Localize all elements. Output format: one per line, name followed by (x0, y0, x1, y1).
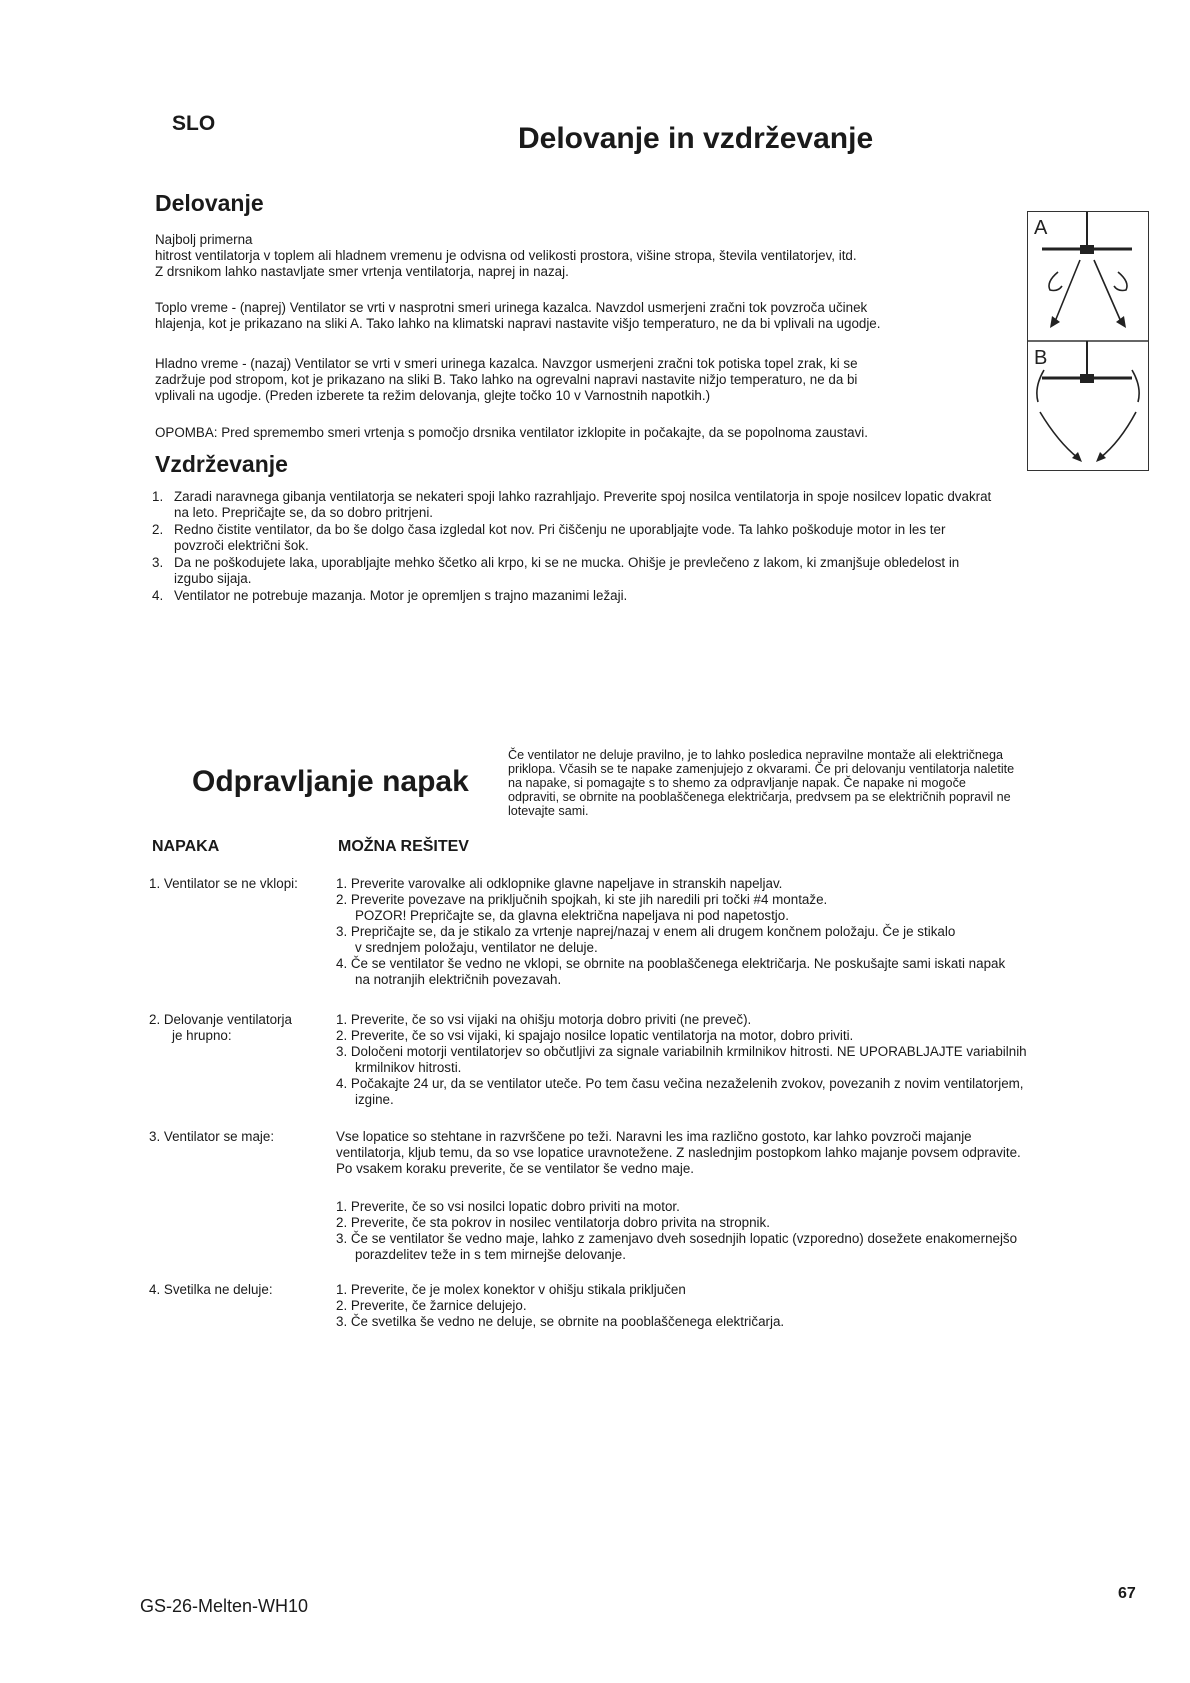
solution-block: 1. Preverite, če je molex konektor v ohišju stikala priključen 2. Preverite, če žarnice delujejo. 3. Če svetilka še vedno ne deluje, se obrnite na pooblaščenega električarja. (336, 1282, 785, 1329)
maintenance-list (152, 489, 991, 605)
fan-airflow-illustration (1028, 212, 1148, 470)
solution-block: 1. Preverite, če so vsi vijaki na ohišju motorja dobro priviti (ne preveč). 2. Preverite, če so vsi vijaki, ki spajajo nosilce lopatic ventilatorja na motor, dobro priviti. 3. Določeni motorji ventilatorjev so občutljivi za signale variabilnih krmilnikov hitrosti. NE UPORABLJAJTE variabilnih krmilnikov hitrosti. 4. Počakajte 24 ur, da se ventilator uteče. Po tem času večina nezaželenih zvokov, povezanih z novim ventilatorjem, izgine. (336, 1012, 1027, 1107)
operation-note: OPOMBA: Pred spremembo smeri vrtenja s pomočjo drsnika ventilator izklopite in počakajte, da se popolnoma zaustavi. (155, 425, 869, 440)
diagram-label-a: A (1034, 217, 1048, 239)
language-code: SLO (172, 112, 216, 135)
operation-paragraph-1: Najbolj primerna hitrost ventilatorja v toplem ali hladnem vremenu je odvisna od velikosti prostora, višine stropa, števila ventilatorjev, itd. Z drsnikom lahko nastavljate smer vrtenja ventilatorja, naprej in nazaj. (155, 232, 857, 279)
diagram-label-b: B (1034, 347, 1048, 369)
fault-label: 4. Svetilka ne deluje: (149, 1282, 273, 1297)
page-title: Delovanje in vzdrževanje (518, 122, 874, 155)
maintenance-heading: Vzdrževanje (155, 451, 288, 477)
operation-heading: Delovanje (155, 190, 264, 216)
list-item: 4. Ventilator ne potrebuje mazanja. Motor je opremljen s trajno mazanimi ležaji. (152, 588, 628, 603)
operation-paragraph-2: Toplo vreme - (naprej) Ventilator se vrti v nasprotni smeri urinega kazalca. Navzdol usmerjeni zračni tok povzroča učinek hlajenja, kot je prikazano na sliki A. Tako lahko na klimatski napravi nastavite višjo temperaturo, ne da bi vplivali na ugodje. (155, 300, 881, 331)
operation-paragraph-3: Hladno vreme - (nazaj) Ventilator se vrti v smeri urinega kazalca. Navzgor usmerjeni zračni tok potiska topel zrak, ki se zadržuje pod stropom, kot je prikazano na sliki B. Tako lahko na ogrevalni napravi nastavite nižjo temperaturo, ne da bi vplivali na ugodje. (Preden izberete ta režim delovanja, glejte točko 10 v Varnostnih napotkih.) (155, 356, 858, 403)
solution-block: 1. Preverite varovalke ali odklopnike glavne napeljave in stranskih napeljav. 2. Preverite povezave na priključnih spojkah, ki ste jih naredili pri točki #4 montaže. POZOR! Prepričajte se, da glavna električna napeljava ni pod napetostjo. 3. Prepričajte se, da je stikalo za vrtenje naprej/nazaj v enem ali drugem končnem položaju. Če je stikalo v srednjem položaju, ventilator ne deluje. 4. Če se ventilator še vedno ne vklopi, se obrnite na pooblaščenega električarja. Ne poskušajte sami iskati napak na notranjih električnih povezavah. (336, 876, 1006, 987)
list-item: 3. Da ne poškodujete laka, uporabljajte mehko ščetko ali krpo, ki se ne mucka. Ohišje je prevlečeno z lakom, ki zmanjšuje obledelost in izgubo sijaja. (152, 555, 960, 586)
troubleshooting-title: Odpravljanje napak (192, 765, 469, 798)
fault-label: 1. Ventilator se ne vklopi: (149, 876, 298, 891)
solution-block: 1. Preverite, če so vsi nosilci lopatic dobro priviti na motor. 2. Preverite, če sta pokrov in nosilec ventilatorja dobro privita na stropnik. 3. Če se ventilator še vedno maje, lahko z zamenjavo dveh sosednjih lopatic (vzporedno) dosežete enakomernejšo porazdelitev teže in s tem mirnejše delovanje. (336, 1199, 1018, 1262)
solution-block: Vse lopatice so stehtane in razvrščene po teži. Naravni les ima različno gostoto, kar lahko povzroči majanje ventilatorja, kljub temu, da so vse lopatice uravnotežene. Z naslednjim postopkom lahko majanje povsem odpravite. Po vsakem koraku preverite, če se ventilator še vedno maje. (336, 1129, 1021, 1176)
column-header-fault: NAPAKA (152, 838, 220, 855)
fault-label: 3. Ventilator se maje: (149, 1129, 275, 1144)
model-number: GS-26-Melten-WH10 (140, 1596, 309, 1616)
troubleshooting-intro: Če ventilator ne deluje pravilno, je to lahko posledica nepravilne montaže ali električnega priklopa. Včasih se te napake zamenjujejo z okvarami. Če pri delovanju ventilatorja naletite na napake, si pomagajte s to shemo za odpravljanje napak. Če napake ni mogoče odpraviti, se obrnite na pooblaščenega električarja, predvsem pa se električnih popravil ne lotevajte sami. (508, 748, 1015, 818)
list-item: 1. Zaradi naravnega gibanja ventilatorja se nekateri spoji lahko razrahljajo. Preverite spoj nosilca ventilatorja in spoje nosilcev lopatic dvakrat na leto. Prepričajte se, da so dobro pritrjeni. (152, 489, 992, 520)
list-item: 2. Redno čistite ventilator, da bo še dolgo časa izgledal kot nov. Pri čiščenju ne uporabljajte vode. Ta lahko poškoduje motor in les ter povzroči električni šok. (152, 522, 946, 553)
column-header-solution: MOŽNA REŠITEV (338, 838, 469, 855)
fault-label: 2. Delovanje ventilatorja je hrupno: (149, 1012, 292, 1043)
airflow-diagram (1027, 211, 1149, 471)
page-number: 67 (1118, 1585, 1136, 1602)
